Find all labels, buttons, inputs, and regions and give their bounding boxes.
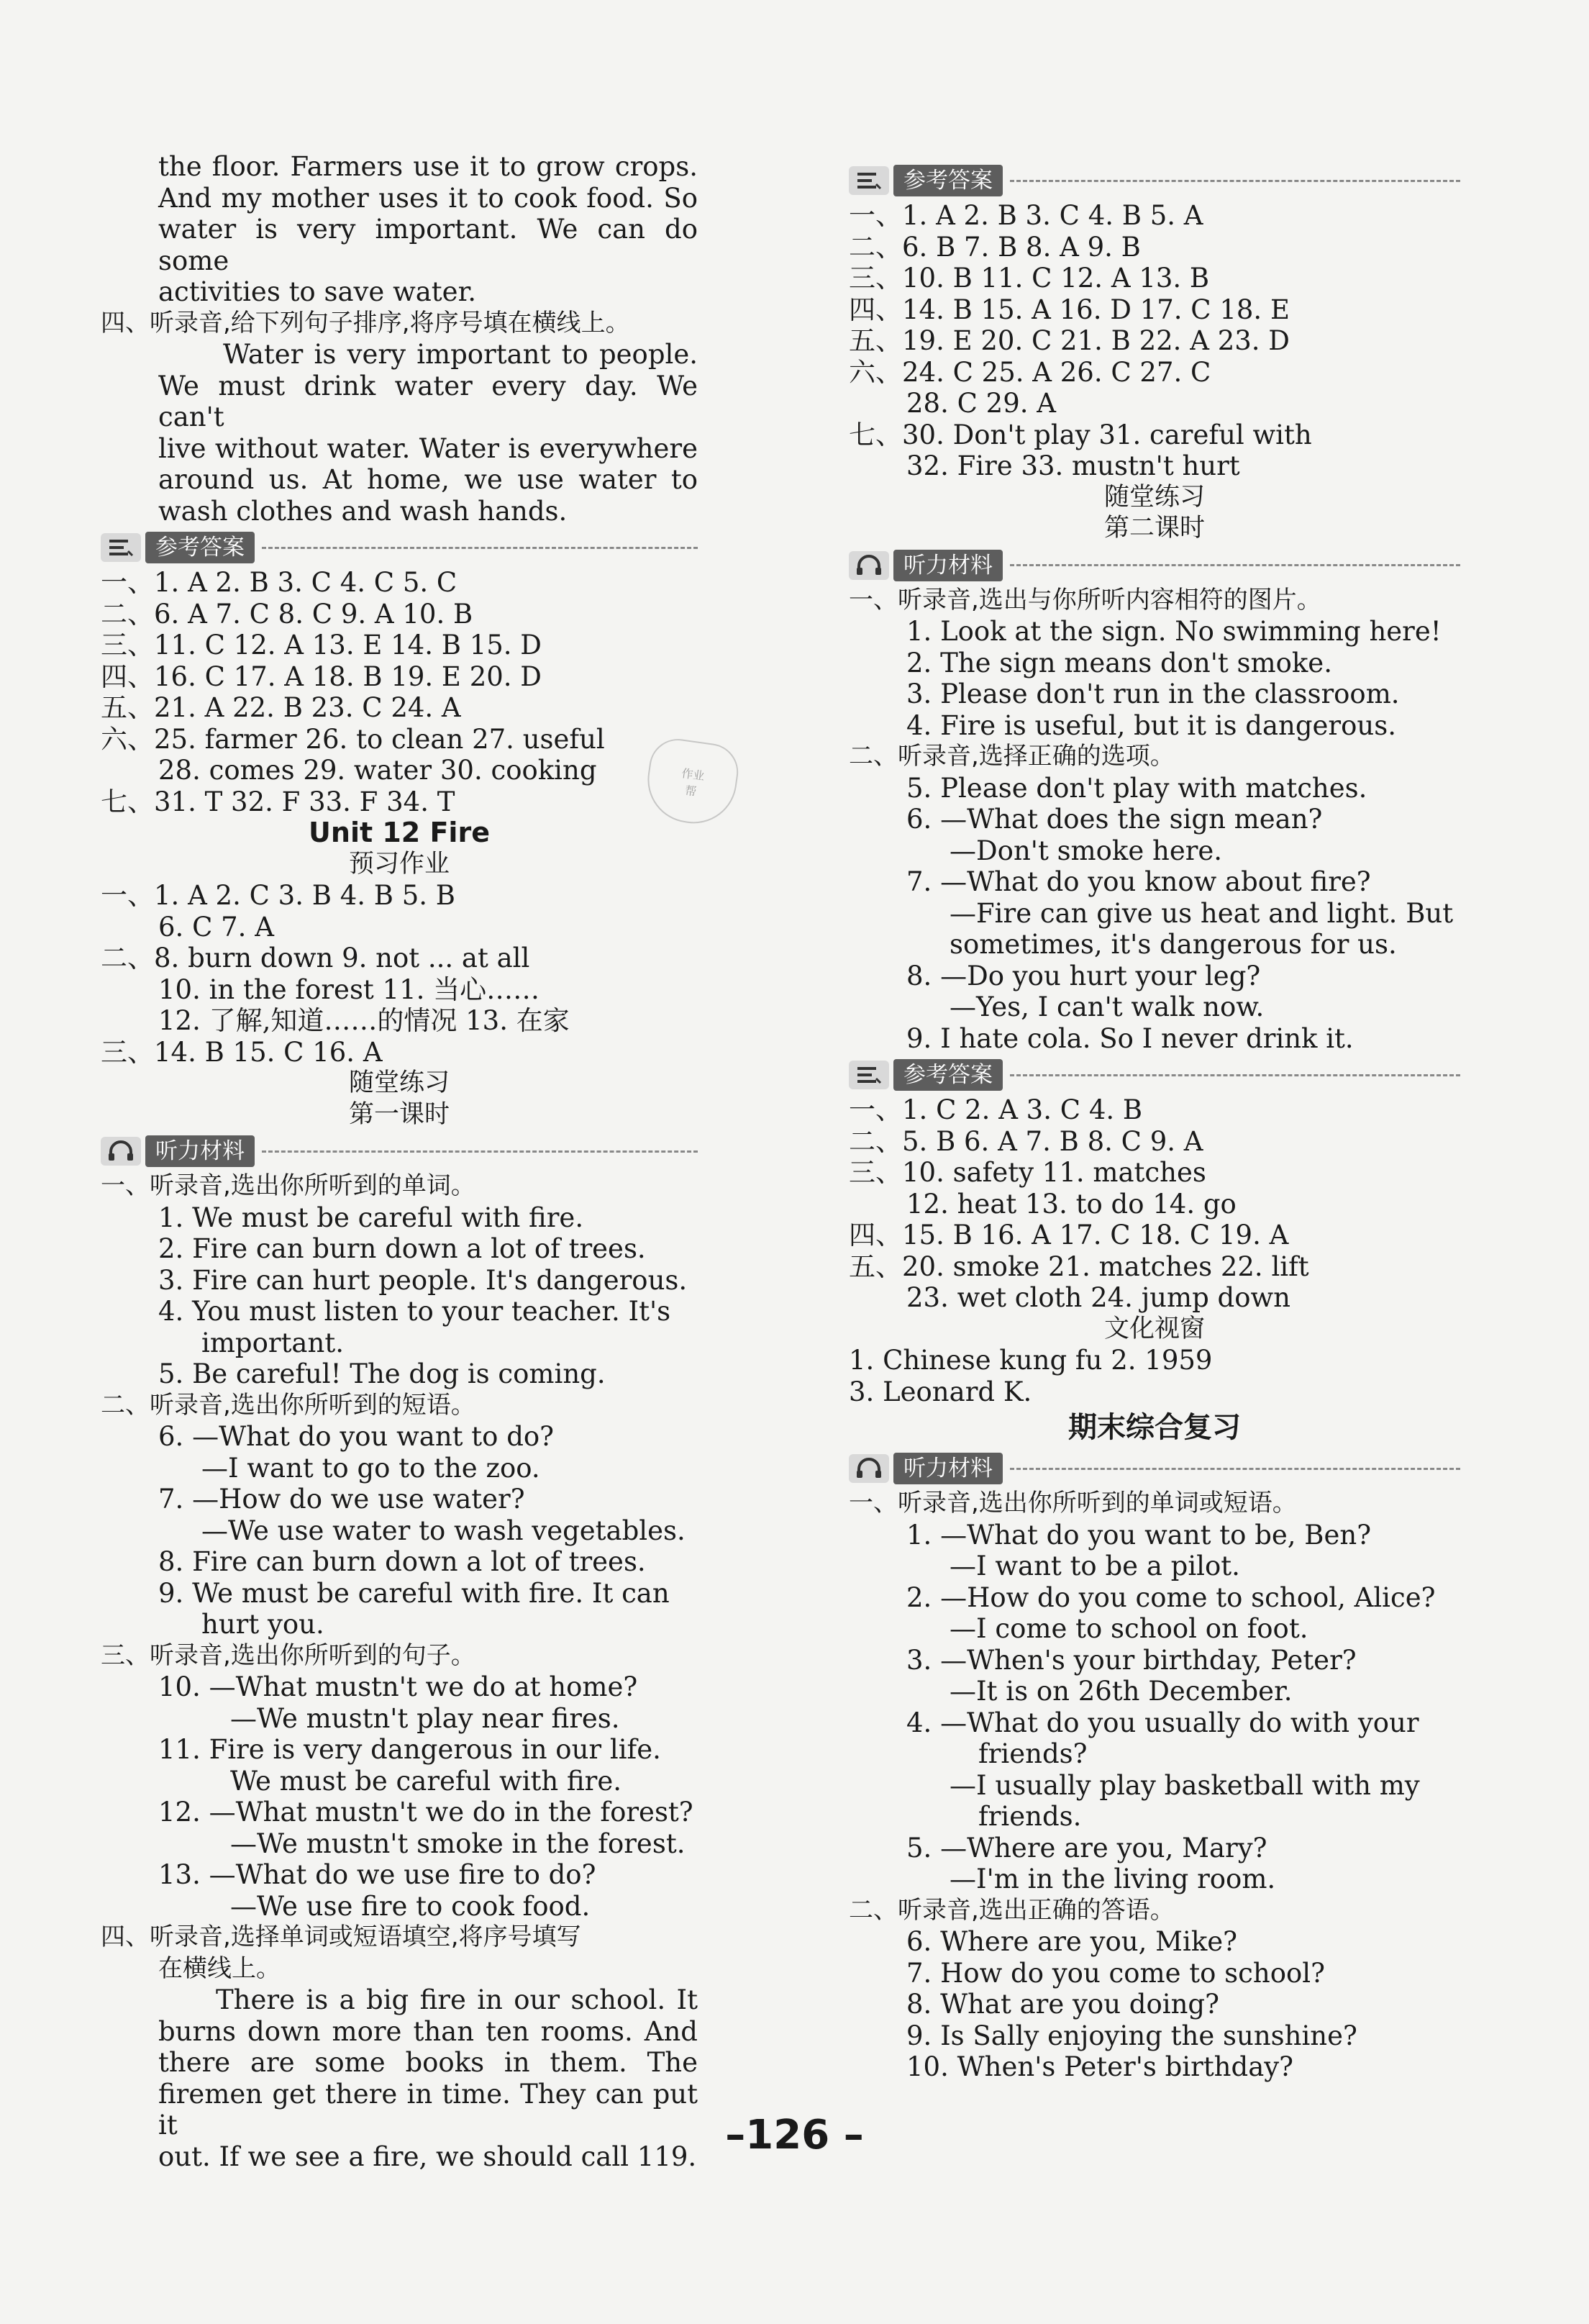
stamp-text: 帮 [684,783,698,799]
answer-row: 二、5. B 6. A 7. B 8. C 9. A [849,1125,1203,1157]
listening-item: 3. —When's your birthday, Peter? [906,1644,1357,1676]
dashed-divider [262,1150,698,1153]
page-number: –126 – [725,2112,864,2159]
text-line: water is very important. We can do some [158,214,698,276]
listening-item: 8. —Do you hurt your leg? [906,960,1261,991]
text-line: activities to save water. [158,276,476,307]
listening-item: —Yes, I can't walk now. [950,991,1265,1022]
answer-row: 3. Leonard K. [849,1376,1032,1407]
listening-item: 3. Fire can hurt people. It's dangerous. [158,1264,688,1296]
answer-row: 28. comes 29. water 30. cooking [158,755,597,786]
listening-item: —It is on 26th December. [950,1676,1293,1707]
question-prompt: 一、听录音,选出与你所听内容相符的图片。 [849,585,1321,614]
answer-row: 32. Fire 33. mustn't hurt [906,450,1240,481]
left-column [101,151,698,2172]
text-line: out. If we see a fire, we should call 119. [158,2141,697,2172]
listening-item: 4. Fire is useful, but it is dangerous. [906,709,1396,741]
answer-row: 三、14. B 15. C 16. A [101,1036,383,1068]
listening-item: 3. Please don't run in the classroom. [906,678,1400,709]
listening-item: friends? [978,1738,1088,1769]
text-line: around us. At home, we use water to [158,464,698,495]
answer-row: 一、1. A 2. B 3. C 4. B 5. A [849,200,1203,231]
listening-item: 9. We must be careful with fire. It can [158,1577,670,1609]
practice-title: 随堂练习 [1103,482,1205,512]
listening-item: 10. When's Peter's birthday? [906,2051,1293,2082]
answer-row: 七、30. Don't play 31. careful with [849,419,1312,450]
answer-row: 五、20. smoke 21. matches 22. lift [849,1250,1309,1282]
listening-item: —I want to be a pilot. [950,1551,1240,1581]
listening-item: 7. —What do you know about fire? [906,866,1371,897]
dashed-divider [1010,1074,1460,1076]
question-prompt: 一、听录音,选出你所听到的单词或短语。 [849,1489,1297,1517]
answer-row: 六、25. farmer 26. to clean 27. useful [101,723,605,755]
listening-item: —Don't smoke here. [950,835,1223,866]
section-label: 听力材料 [893,1453,1003,1484]
answer-row: 二、8. burn down 9. not ... at all [101,943,530,973]
dashed-divider [1010,564,1460,566]
question-prompt: 二、听录音,选出正确的答语。 [849,1895,1175,1925]
listening-item: 1. Look at the sign. No swimming here! [906,616,1442,647]
dashed-divider [262,547,698,549]
section-label: 参考答案 [145,532,255,563]
answer-row: 四、16. C 17. A 18. B 19. E 20. D [101,661,542,692]
answer-row: 6. C 7. A [158,911,274,943]
listening-item: 5. Please don't play with matches. [906,772,1367,804]
listening-item: 4. —What do you usually do with your [906,1707,1419,1738]
text-line: the floor. Farmers use it to grow crops. [158,151,698,182]
listening-item: hurt you. [201,1609,324,1640]
answer-row: 三、10. safety 11. matches [849,1157,1206,1188]
answer-row: 一、1. A 2. B 3. C 4. C 5. C [101,567,457,598]
listening-item: 9. I hate cola. So I never drink it. [906,1022,1354,1054]
answer-row: 七、31. T 32. F 33. F 34. T [101,786,455,817]
listening-item: 12. —What mustn't we do in the forest? [158,1797,693,1828]
answer-key-icon [101,533,141,562]
question-prompt: 二、听录音,选出你所听到的短语。 [101,1390,475,1420]
listening-item: —We use water to wash vegetables. [201,1515,686,1546]
text-line: We must drink water every day. We can't [158,370,698,432]
question-prompt: 在横线上。 [158,1953,281,1983]
listening-item: —I'm in the living room. [950,1864,1276,1894]
culture-title: 文化视窗 [1103,1314,1205,1343]
headphones-icon [849,1454,889,1483]
listening-item: 5. Be careful! The dog is coming. [158,1358,606,1389]
listening-item: 7. How do you come to school? [906,1957,1325,1989]
answer-row: 五、21. A 22. B 23. C 24. A [101,692,461,723]
listening-item: 1. We must be careful with fire. [158,1202,584,1233]
listening-item: —We mustn't play near fires. [230,1702,620,1734]
listening-item: 1. —What do you want to be, Ben? [906,1519,1372,1551]
section-label: 听力材料 [893,550,1003,581]
question-prompt: 四、听录音,给下列句子排序,将序号填在横线上。 [101,308,630,337]
text-line: And my mother uses it to cook food. So [158,182,698,214]
text-line: wash clothes and wash hands. [158,495,568,527]
answer-row: 1. Chinese kung fu 2. 1959 [849,1345,1213,1376]
listening-item: 7. —How do we use water? [158,1484,525,1515]
answers-section-header [849,1057,1460,1093]
headphones-icon [101,1137,141,1166]
listening-item: 8. Fire can burn down a lot of trees. [158,1546,646,1577]
lesson-title: 第一课时 [348,1099,450,1129]
answer-row: 一、1. C 2. A 3. C 4. B [849,1094,1143,1125]
answer-row: 三、11. C 12. A 13. E 14. B 15. D [101,630,542,661]
final-review-title: 期末综合复习 [1068,1411,1241,1444]
text-line: there are some books in them. The [158,2047,698,2078]
listening-item: 8. What are you doing? [906,1989,1219,2020]
answer-row: 10. in the forest 11. 当心…… [158,973,540,1005]
question-prompt: 一、听录音,选出你所听到的单词。 [101,1171,475,1200]
listening-item: 6. —What do you want to do? [158,1421,554,1452]
listening-item: —I come to school on foot. [950,1613,1308,1644]
listening-item: We must be careful with fire. [230,1765,622,1797]
listening-item: 2. The sign means don't smoke. [906,647,1332,678]
listening-item: friends. [978,1801,1082,1832]
listening-item: —Fire can give us heat and light. But [950,897,1454,929]
listening-item: 13. —What do we use fire to do? [158,1859,596,1890]
practice-title: 随堂练习 [348,1068,450,1097]
listening-item: 2. Fire can burn down a lot of trees. [158,1233,646,1264]
answer-row: 四、14. B 15. A 16. D 17. C 18. E [849,294,1290,325]
headphones-icon [849,551,889,580]
text-line: firemen get there in time. They can put it [158,2078,698,2141]
listening-item: 10. —What mustn't we do at home? [158,1671,638,1702]
section-label: 听力材料 [145,1135,255,1167]
answer-row: 23. wet cloth 24. jump down [906,1282,1290,1313]
section-label: 参考答案 [893,1059,1003,1091]
answer-row: 五、19. E 20. C 21. B 22. A 23. D [849,325,1290,356]
listening-item: —I usually play basketball with my [950,1769,1420,1801]
question-prompt: 四、听录音,选择单词或短语填空,将序号填写 [101,1923,581,1951]
text-line: burns down more than ten rooms. And [158,2015,698,2047]
preview-title: 预习作业 [348,849,450,879]
answers-section-header [101,530,698,566]
answer-row: 12. heat 13. to do 14. go [906,1188,1237,1220]
listening-item: 11. Fire is very dangerous in our life. [158,1734,661,1765]
listening-item: 9. Is Sally enjoying the sunshine? [906,2020,1357,2051]
listening-item: sometimes, it's dangerous for us. [950,929,1397,960]
listening-item: —I want to go to the zoo. [201,1452,540,1484]
listening-item: 5. —Where are you, Mary? [906,1832,1267,1864]
lesson-title: 第二课时 [1103,514,1205,543]
listening-item: 2. —How do you come to school, Alice? [906,1581,1436,1613]
dashed-divider [1010,180,1460,182]
answer-row: 六、24. C 25. A 26. C 27. C [849,356,1211,388]
listening-item: —We use fire to cook food. [230,1890,591,1922]
listening-section-header [849,1451,1460,1486]
listening-item: —We mustn't smoke in the forest. [230,1828,686,1859]
listening-item: 6. —What does the sign mean? [906,804,1323,835]
right-column [849,160,1460,2083]
answer-row: 28. C 29. A [906,388,1056,419]
question-prompt: 三、听录音,选出你所听到的句子。 [101,1640,475,1670]
listening-item: 6. Where are you, Mike? [906,1926,1237,1957]
answer-key-icon [849,1061,889,1089]
text-line: There is a big fire in our school. It [216,1984,698,2015]
dashed-divider [1010,1468,1460,1470]
answer-key-icon [849,166,889,195]
listening-item: 4. You must listen to your teacher. It's [158,1296,671,1327]
answers-section-header [849,163,1460,199]
answer-row: 三、10. B 11. C 12. A 13. B [849,263,1210,294]
stamp-text: 作业 [680,766,706,784]
listening-section-header [849,548,1460,584]
listening-item: important. [201,1327,344,1358]
listening-section-header [101,1133,698,1169]
answer-row: 二、6. A 7. C 8. C 9. A 10. B [101,598,473,630]
section-label: 参考答案 [893,165,1003,196]
text-line: live without water. Water is everywhere [158,432,698,464]
answer-row: 12. 了解,知道……的情况 13. 在家 [158,1005,570,1036]
unit-title: Unit 12 Fire [309,817,490,848]
question-prompt: 二、听录音,选择正确的选项。 [849,742,1175,771]
answer-row: 二、6. B 7. B 8. A 9. B [849,231,1141,263]
answer-row: 一、1. A 2. C 3. B 4. B 5. B [101,880,455,911]
text-line: Water is very important to people. [223,339,698,370]
answer-row: 四、15. B 16. A 17. C 18. C 19. A [849,1220,1289,1250]
